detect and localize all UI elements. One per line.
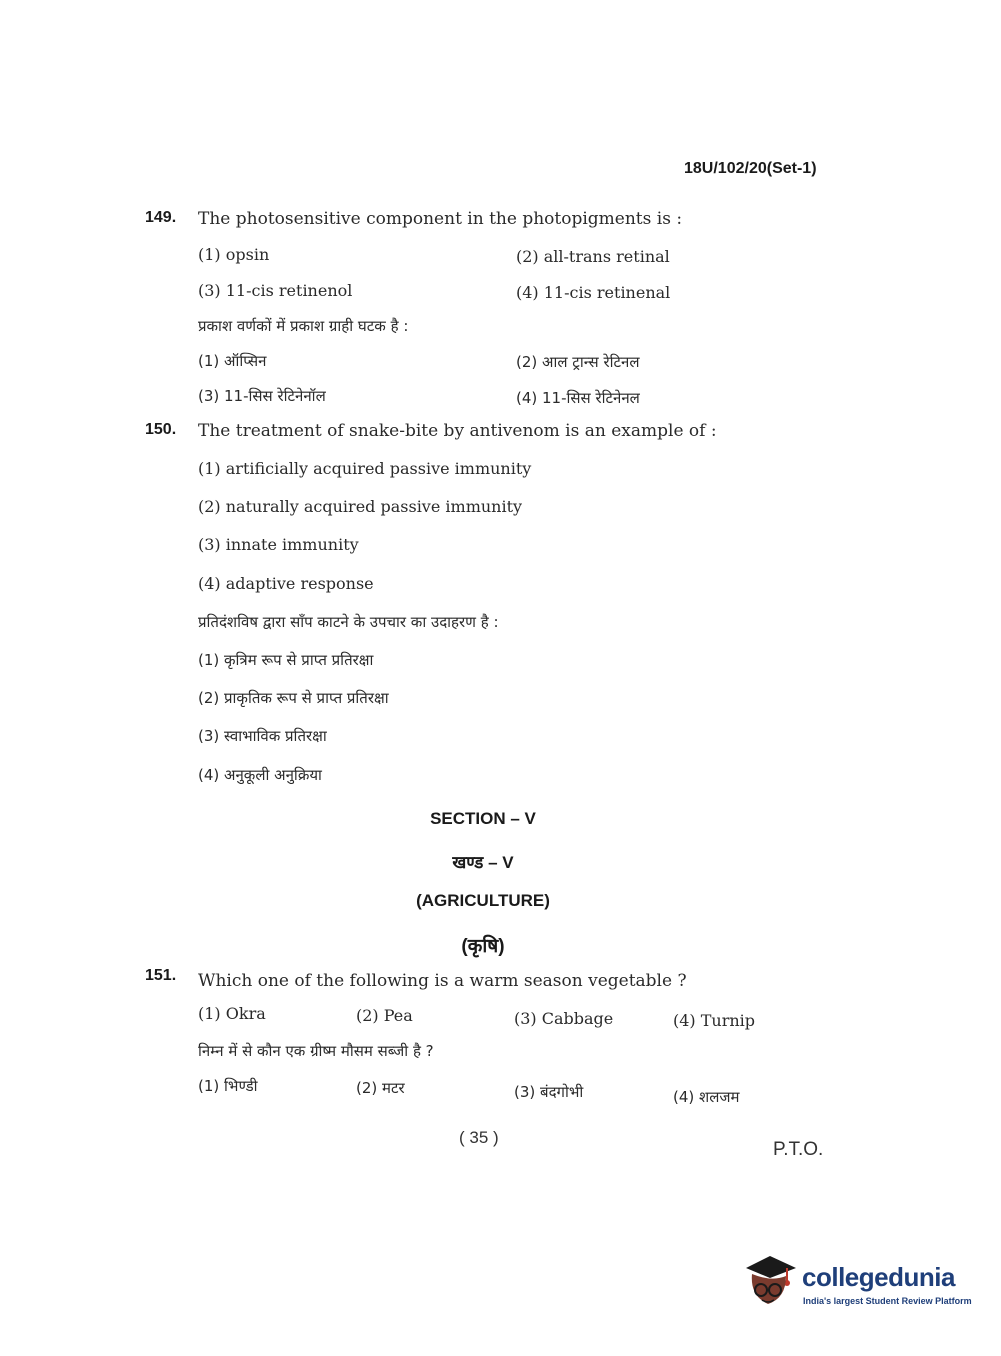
q149-hindi-option-2: (2) आल ट्रान्स रेटिनल	[516, 353, 640, 371]
q149-hindi-option-4: (4) 11-सिस रेटिनेनल	[516, 389, 640, 407]
q150-option-1: (1) artificially acquired passive immunity	[198, 459, 532, 478]
q151-hindi-text: निम्न में से कौन एक ग्रीष्म मौसम सब्जी है ?	[198, 1042, 434, 1060]
q149-option-3: (3) 11-cis retinenol	[198, 281, 353, 300]
section-hindi-title: खण्ड – V	[452, 853, 514, 872]
question-text-149: The photosensitive component in the photopigments is :	[198, 209, 683, 229]
section-hindi-subject: (कृषि)	[461, 936, 505, 957]
q149-option-1: (1) opsin	[198, 245, 270, 264]
collegedunia-watermark	[742, 1252, 972, 1310]
question-number-151: 151.	[145, 967, 177, 984]
q149-hindi-option-3: (3) 11-सिस रेटिनेनॉल	[198, 387, 326, 405]
q151-option-2: (2) Pea	[356, 1006, 413, 1025]
brand-name: collegedunia	[802, 1262, 955, 1292]
q150-option-3: (3) innate immunity	[198, 535, 359, 554]
q151-option-4: (4) Turnip	[673, 1011, 756, 1030]
paper-code: 18U/102/20(Set-1)	[684, 160, 817, 177]
q151-option-1: (1) Okra	[198, 1004, 266, 1023]
mascot-icon	[742, 1252, 798, 1310]
question-text-150: The treatment of snake-bite by antivenom is an example of :	[198, 421, 717, 441]
q151-hindi-option-1: (1) भिण्डी	[198, 1077, 258, 1095]
section-title: SECTION – V	[430, 809, 536, 828]
q149-option-4: (4) 11-cis retinenal	[516, 283, 671, 302]
page-number: ( 35 )	[459, 1128, 499, 1147]
q151-hindi-option-4: (4) शलजम	[673, 1088, 740, 1106]
question-number-150: 150.	[145, 421, 177, 438]
q151-hindi-option-3: (3) बंदगोभी	[514, 1083, 584, 1101]
q150-hindi-text: प्रतिदंशविष द्वारा साँप काटने के उपचार का उदाहरण है :	[198, 613, 499, 631]
q149-hindi-option-1: (1) ऑप्सिन	[198, 352, 267, 370]
question-number-149: 149.	[145, 209, 177, 226]
q151-option-3: (3) Cabbage	[514, 1009, 614, 1028]
brand-tagline: India's largest Student Review Platform	[803, 1296, 972, 1306]
q150-hindi-option-2: (2) प्राकृतिक रूप से प्राप्त प्रतिरक्षा	[198, 689, 389, 707]
q151-hindi-option-2: (2) मटर	[356, 1079, 405, 1097]
q150-option-4: (4) adaptive response	[198, 574, 374, 593]
section-subject: (AGRICULTURE)	[416, 891, 550, 910]
q149-option-2: (2) all-trans retinal	[516, 247, 670, 266]
q150-hindi-option-3: (3) स्वाभाविक प्रतिरक्षा	[198, 727, 327, 745]
q150-option-2: (2) naturally acquired passive immunity	[198, 497, 523, 516]
q150-hindi-option-4: (4) अनुकूली अनुक्रिया	[198, 766, 322, 784]
q150-hindi-option-1: (1) कृत्रिम रूप से प्राप्त प्रतिरक्षा	[198, 651, 374, 669]
question-text-151: Which one of the following is a warm season vegetable ?	[198, 971, 687, 991]
q149-hindi-text: प्रकाश वर्णकों में प्रकाश ग्राही घटक है :	[198, 317, 409, 335]
pto-label: P.T.O.	[773, 1139, 824, 1160]
